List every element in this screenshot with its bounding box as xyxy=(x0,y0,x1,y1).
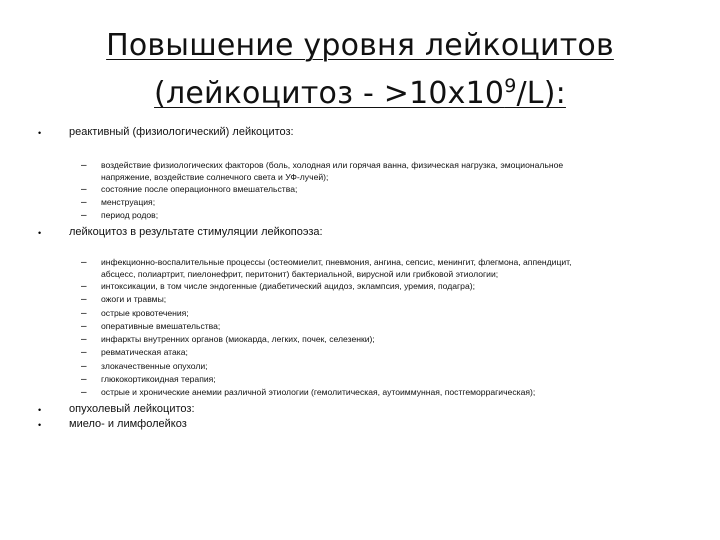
list-item: воздействие физиологических факторов (боль, холодная или горячая ванна, физическая нагрузка, эмоциональное xyxy=(101,160,564,170)
bullet-icon: • xyxy=(38,420,42,430)
list-item: инфекционно-воспалительные процессы (остеомиелит, пневмония, ангина, сепсис, менингит, флегмона, аппендицит, xyxy=(101,257,572,267)
dash-icon: – xyxy=(81,334,87,345)
dash-icon: – xyxy=(81,281,87,292)
dash-icon: – xyxy=(81,294,87,305)
bullet-icon: • xyxy=(38,128,42,138)
dash-icon: – xyxy=(81,184,87,195)
dash-icon: – xyxy=(81,387,87,398)
section-heading: миело- и лимфолейкоз xyxy=(69,418,187,430)
list-item: глюкокортикоидная терапия; xyxy=(101,374,216,384)
dash-icon: – xyxy=(81,347,87,358)
title-line-1: Повышение уровня лейкоцитов xyxy=(106,28,614,63)
list-item-continued: напряжение, воздействие солнечного света и УФ-лучей); xyxy=(101,172,329,182)
list-item: инфаркты внутренних органов (миокарда, легких, почек, селезенки); xyxy=(101,334,375,344)
section-heading: опухолевый лейкоцитоз: xyxy=(69,403,195,415)
bullet-icon: • xyxy=(38,405,42,415)
list-item-continued: абсцесс, полиартрит, пиелонефрит, перитонит) бактериальной, вирусной или грибковой этиологии; xyxy=(101,269,499,279)
list-item: злокачественные опухоли; xyxy=(101,361,208,371)
slide-title xyxy=(60,22,660,118)
dash-icon: – xyxy=(81,321,87,332)
list-item: менструация; xyxy=(101,197,156,207)
list-item: интоксикации, в том числе эндогенные (диабетический ацидоз, эклампсия, уремия, подагра); xyxy=(101,281,475,291)
dash-icon: – xyxy=(81,210,87,221)
dash-icon: – xyxy=(81,197,87,208)
list-item: период родов; xyxy=(101,210,159,220)
bullet-icon: • xyxy=(38,228,42,238)
dash-icon: – xyxy=(81,308,87,319)
title-line-2-end: /L): xyxy=(516,76,566,111)
dash-icon: – xyxy=(81,160,87,171)
section-heading: лейкоцитоз в результате стимуляции лейкопоэза: xyxy=(69,226,323,238)
title-line-2-main: (лейкоцитоз - >10х10 xyxy=(154,76,505,111)
list-item: острые кровотечения; xyxy=(101,308,189,318)
title-line-2 xyxy=(60,70,660,118)
list-item: оперативные вмешательства; xyxy=(101,321,221,331)
dash-icon: – xyxy=(81,361,87,372)
list-item: ожоги и травмы; xyxy=(101,294,167,304)
section-heading: реактивный (физиологический) лейкоцитоз: xyxy=(69,126,294,138)
list-item: ревматическая атака; xyxy=(101,347,188,357)
dash-icon: – xyxy=(81,374,87,385)
list-item: состояние после операционного вмешательства; xyxy=(101,184,298,194)
title-superscript: 9 xyxy=(504,75,517,97)
dash-icon: – xyxy=(81,257,87,268)
list-item: острые и хронические анемии различной этиологии (гемолитическая, аутоиммунная, постгеморрагическая); xyxy=(101,387,536,397)
